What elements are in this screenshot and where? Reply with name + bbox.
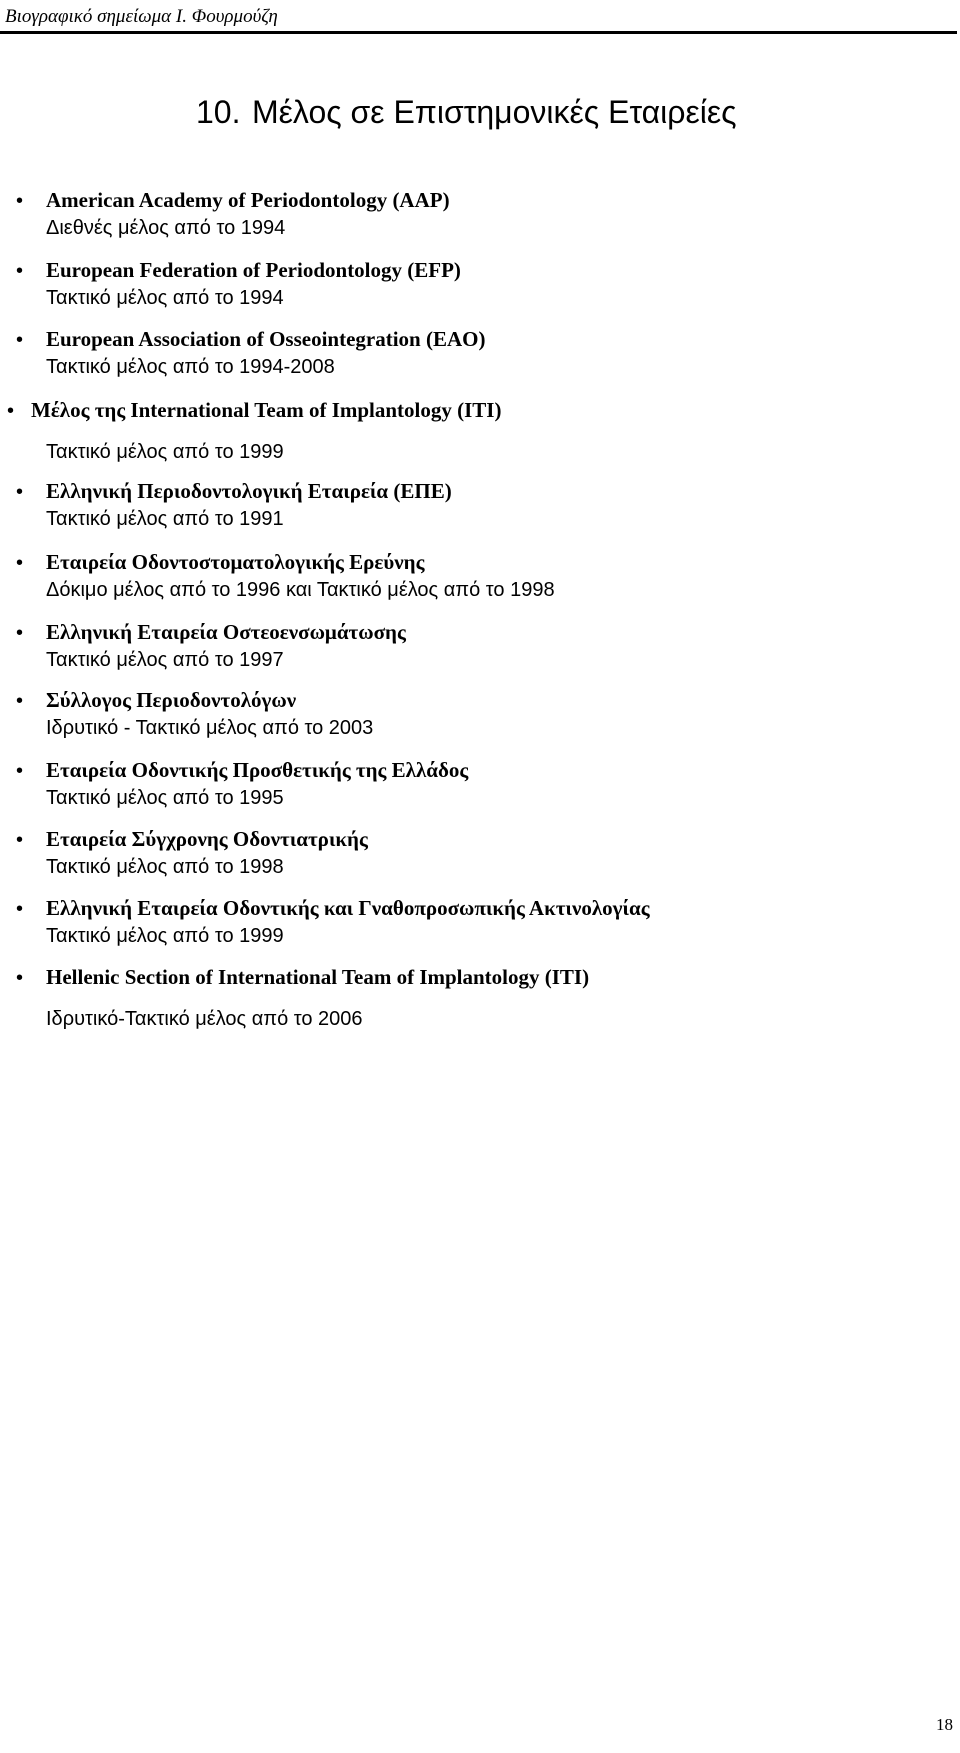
- membership-detail: Τακτικό μέλος από το 1995: [46, 787, 284, 809]
- bullet-icon: •: [16, 552, 24, 574]
- membership-detail: Τακτικό μέλος από το 1998: [46, 856, 284, 878]
- society-name: Hellenic Section of International Team of Implantology (ITI): [46, 965, 590, 989]
- society-name: Σύλλογος Περιοδοντολόγων: [46, 688, 297, 712]
- bullet-icon: •: [16, 260, 24, 282]
- bullet-icon: •: [16, 690, 24, 712]
- society-name: Εταιρεία Σύγχρονης Οδοντιατρικής: [46, 827, 368, 851]
- bullet-icon: •: [16, 329, 24, 351]
- bullet-icon: •: [16, 898, 24, 920]
- membership-detail: Τακτικό μέλος από το 1994-2008: [46, 356, 335, 378]
- bullet-icon: •: [16, 760, 24, 782]
- society-name: Ελληνική Περιοδοντολογική Εταιρεία (ΕΠΕ): [46, 479, 452, 503]
- section-number: 10.: [196, 94, 241, 130]
- society-name: American Academy of Periodontology (AAP): [46, 188, 450, 212]
- membership-detail: Τακτικό μέλος από το 1994: [46, 287, 284, 309]
- society-name: European Federation of Periodontology (EFP): [46, 258, 461, 282]
- society-name: Μέλος της International Team of Implantology (ITI): [31, 398, 502, 422]
- bullet-icon: •: [16, 967, 24, 989]
- society-name: European Association of Osseointegration (EAO): [46, 327, 486, 351]
- bullet-icon: •: [16, 622, 24, 644]
- society-name: Εταιρεία Οδοντικής Προσθετικής της Ελλάδος: [46, 758, 469, 782]
- membership-detail: Τακτικό μέλος από το 1991: [46, 508, 284, 530]
- bullet-icon: •: [16, 190, 24, 212]
- society-name: Ελληνική Εταιρεία Οστεοενσωμάτωσης: [46, 620, 406, 644]
- bullet-icon: •: [16, 829, 24, 851]
- running-header: Βιογραφικό σημείωμα Ι. Φουρμούζη: [5, 6, 278, 27]
- membership-detail: Τακτικό μέλος από το 1997: [46, 649, 284, 671]
- society-name: Εταιρεία Οδοντοστοματολογικής Ερεύνης: [46, 550, 425, 574]
- bullet-icon: •: [7, 400, 15, 422]
- membership-detail: Ιδρυτικό - Τακτικό μέλος από το 2003: [46, 717, 374, 739]
- membership-detail: Τακτικό μέλος από το 1999: [46, 925, 284, 947]
- membership-detail: Δόκιμο μέλος από το 1996 και Τακτικό μέλος από το 1998: [46, 579, 555, 601]
- membership-detail: Διεθνές μέλος από το 1994: [46, 217, 286, 239]
- society-name: Ελληνική Εταιρεία Οδοντικής και Γναθοπροσωπικής Ακτινολογίας: [46, 896, 650, 920]
- section-title-text: Μέλος σε Επιστημονικές Εταιρείες: [252, 94, 737, 130]
- membership-detail: Ιδρυτικό-Τακτικό μέλος από το 2006: [46, 1008, 363, 1030]
- bullet-icon: •: [16, 481, 24, 503]
- membership-detail: Τακτικό μέλος από το 1999: [46, 441, 284, 463]
- page-number: 18: [936, 1715, 953, 1734]
